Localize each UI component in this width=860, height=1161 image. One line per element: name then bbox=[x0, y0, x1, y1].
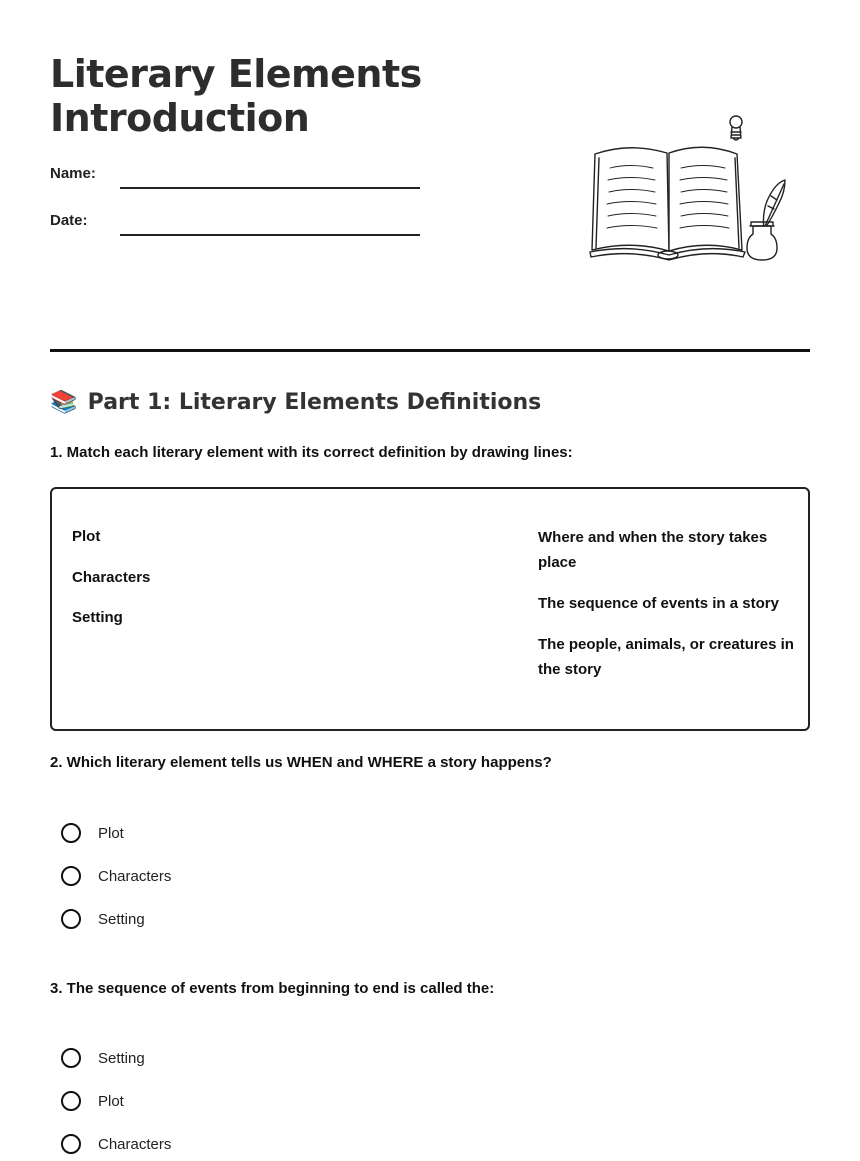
open-book-illustration-icon bbox=[585, 108, 795, 268]
radio-button[interactable] bbox=[61, 909, 81, 929]
q2-option-label: Setting bbox=[98, 910, 145, 928]
page-title-line1: Literary Elements bbox=[50, 52, 422, 96]
q3-option-plot[interactable] bbox=[60, 1088, 124, 1114]
radio-button[interactable] bbox=[61, 1134, 81, 1154]
match-term-setting[interactable]: Setting bbox=[72, 609, 123, 626]
name-field-line[interactable] bbox=[120, 187, 420, 189]
date-field-line[interactable] bbox=[120, 234, 420, 236]
books-icon: 📚 bbox=[50, 390, 78, 415]
name-label: Name: bbox=[50, 165, 96, 182]
q3-option-label: Setting bbox=[98, 1049, 145, 1067]
q2-option-label: Plot bbox=[98, 824, 124, 842]
section-heading-part1 bbox=[50, 386, 541, 420]
match-term-characters[interactable]: Characters bbox=[72, 569, 151, 586]
question-2: 2. Which literary element tells us WHEN and WHERE a story happens? bbox=[50, 754, 552, 771]
q3-option-setting[interactable] bbox=[60, 1045, 145, 1071]
question-1: 1. Match each literary element with its correct definition by drawing lines: bbox=[50, 444, 573, 461]
page-title-line2: Introduction bbox=[50, 96, 310, 140]
question-3: 3. The sequence of events from beginning to end is called the: bbox=[50, 980, 495, 997]
q2-option-label: Characters bbox=[98, 867, 172, 885]
date-label: Date: bbox=[50, 212, 88, 229]
radio-button[interactable] bbox=[61, 1048, 81, 1068]
q3-option-characters[interactable] bbox=[60, 1131, 171, 1157]
q3-option-label: Plot bbox=[98, 1092, 124, 1110]
match-definition-characters[interactable]: The people, animals, or creatures in the story bbox=[538, 636, 794, 678]
page-title bbox=[50, 52, 422, 140]
q3-option-label: Characters bbox=[98, 1135, 172, 1153]
radio-button[interactable] bbox=[61, 1091, 81, 1111]
match-definition-plot[interactable]: The sequence of events in a story bbox=[538, 595, 779, 612]
header-divider bbox=[50, 349, 810, 352]
match-term-plot[interactable]: Plot bbox=[72, 528, 101, 545]
q2-option-characters[interactable] bbox=[60, 863, 171, 889]
q2-option-plot[interactable] bbox=[60, 820, 124, 846]
radio-button[interactable] bbox=[61, 866, 81, 886]
q2-option-setting[interactable] bbox=[60, 906, 145, 932]
matching-box[interactable] bbox=[50, 487, 810, 731]
section-heading-text: Part 1: Literary Elements Definitions bbox=[87, 390, 542, 415]
radio-button[interactable] bbox=[61, 823, 81, 843]
match-definition-setting[interactable]: Where and when the story takes place bbox=[538, 529, 768, 571]
